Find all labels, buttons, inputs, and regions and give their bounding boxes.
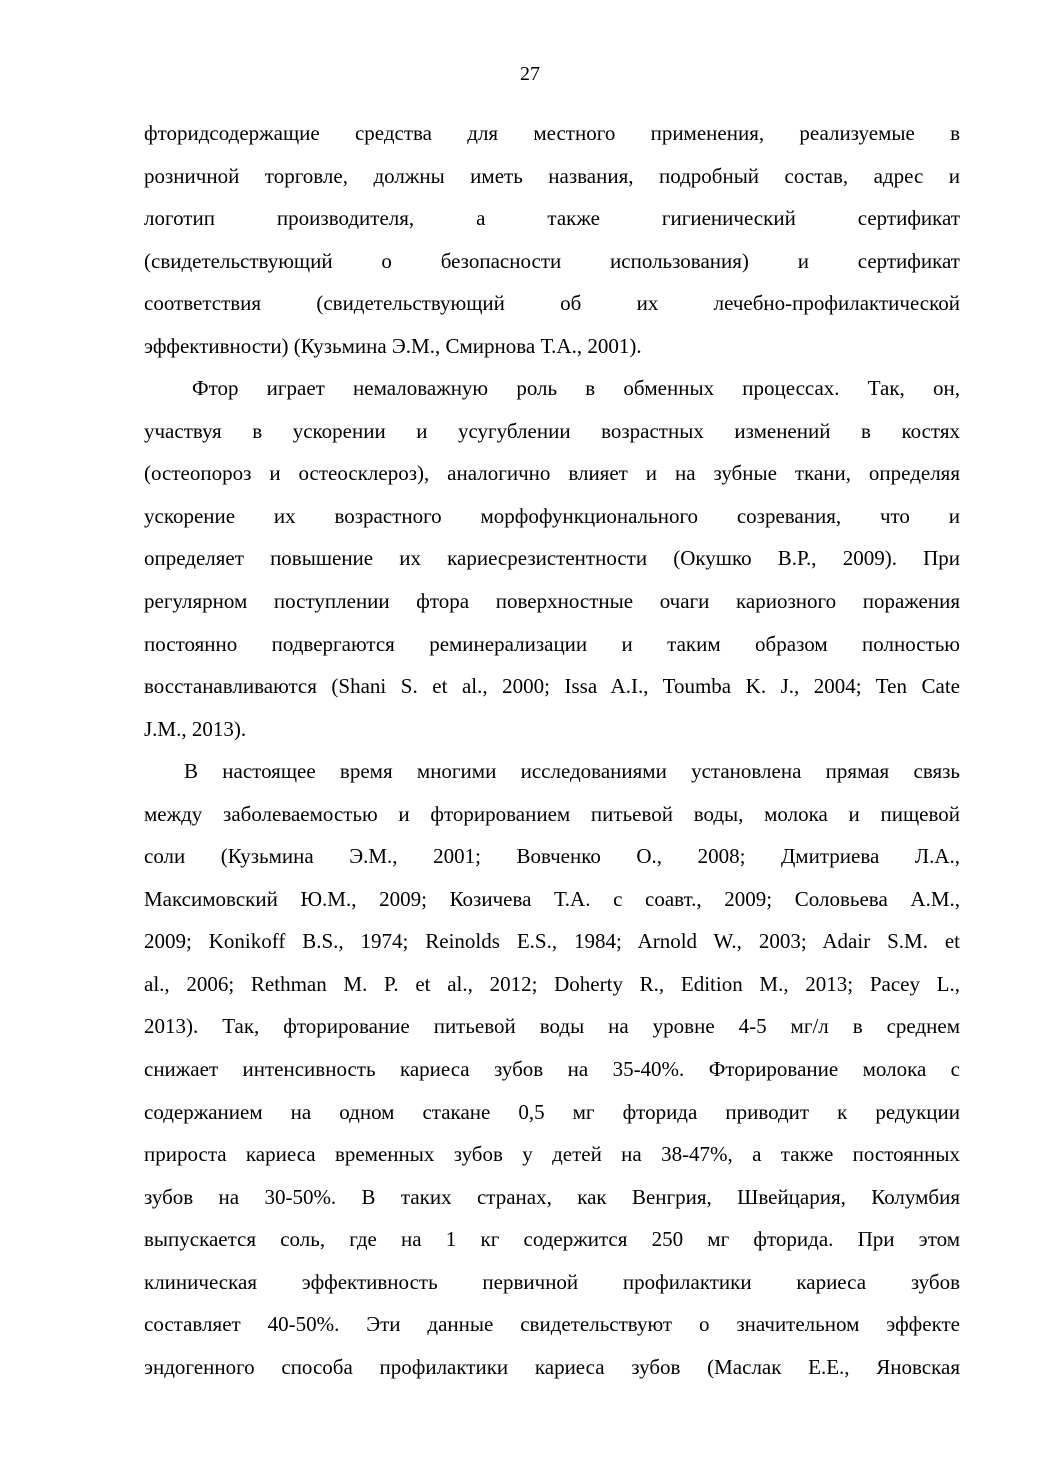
text-line: 2009; Konikoff B.S., 1974; Reinolds E.S., 1984; Arnold W., 2003; Adair S.M. et [144, 929, 960, 954]
text-line: розничной торговле, должны иметь названия, подробный состав, адрес и [144, 163, 960, 188]
text-line: регулярном поступлении фтора поверхностные очаги кариозного поражения [144, 589, 960, 614]
text-line: снижает интенсивность кариеса зубов на 35-40%. Фторирование молока с [144, 1057, 960, 1082]
text-line: 2013). Так, фторирование питьевой воды на уровне 4-5 мг/л в среднем [144, 1014, 960, 1039]
text-line: составляет 40-50%. Эти данные свидетельствуют о значительном эффекте [144, 1312, 960, 1337]
text-line: J.M., 2013). [144, 716, 247, 741]
text-line: В настоящее время многими исследованиями установлена прямая связь [184, 759, 960, 784]
text-line: (свидетельствующий о безопасности использования) и сертификат [144, 248, 960, 273]
text-line: Фтор играет немаловажную роль в обменных процессах. Так, он, [192, 376, 960, 401]
text-line: прироста кариеса временных зубов у детей на 38-47%, а также постоянных [144, 1142, 960, 1167]
page-number: 27 [520, 63, 540, 85]
body-text [144, 112, 960, 1388]
text-line: соответствия (свидетельствующий об их лечебно-профилактической [144, 291, 960, 316]
text-line: Максимовский Ю.М., 2009; Козичева Т.А. с соавт., 2009; Соловьева А.М., [144, 886, 960, 911]
text-line: постоянно подвергаются реминерализации и таким образом полностью [144, 631, 960, 656]
text-line: al., 2006; Rethman M. P. et al., 2012; Doherty R., Edition M., 2013; Pacey L., [144, 971, 960, 996]
text-line: содержанием на одном стакане 0,5 мг фторида приводит к редукции [144, 1099, 960, 1124]
text-line: эффективности) (Кузьмина Э.М., Смирнова Т.А., 2001). [144, 333, 642, 358]
text-line: фторидсодержащие средства для местного применения, реализуемые в [144, 121, 960, 145]
text-line: (остеопороз и остеосклероз), аналогично влияет и на зубные ткани, определяя [144, 461, 960, 486]
text-line: логотип производителя, а также гигиенический сертификат [144, 206, 960, 231]
text-line: между заболеваемостью и фторированием питьевой воды, молока и пищевой [144, 801, 960, 826]
text-line: восстанавливаются (Shani S. et al., 2000; Issa A.I., Toumba K. J., 2004; Ten Cate [144, 674, 960, 699]
text-line: эндогенного способа профилактики кариеса зубов (Маслак Е.Е., Яновская [144, 1354, 960, 1379]
text-line: клиническая эффективность первичной профилактики кариеса зубов [144, 1269, 960, 1294]
text-line: определяет повышение их кариесрезистентности (Окушко В.Р., 2009). При [144, 546, 960, 571]
text-line: ускорение их возрастного морфофункционального созревания, что и [144, 503, 960, 528]
text-line: участвуя в ускорении и усугублении возрастных изменений в костях [144, 418, 960, 443]
text-line: зубов на 30-50%. В таких странах, как Венгрия, Швейцария, Колумбия [144, 1184, 960, 1209]
text-line: выпускается соль, где на 1 кг содержится 250 мг фторида. При этом [144, 1227, 960, 1252]
text-line: соли (Кузьмина Э.М., 2001; Вовченко О., 2008; Дмитриева Л.А., [144, 844, 960, 869]
